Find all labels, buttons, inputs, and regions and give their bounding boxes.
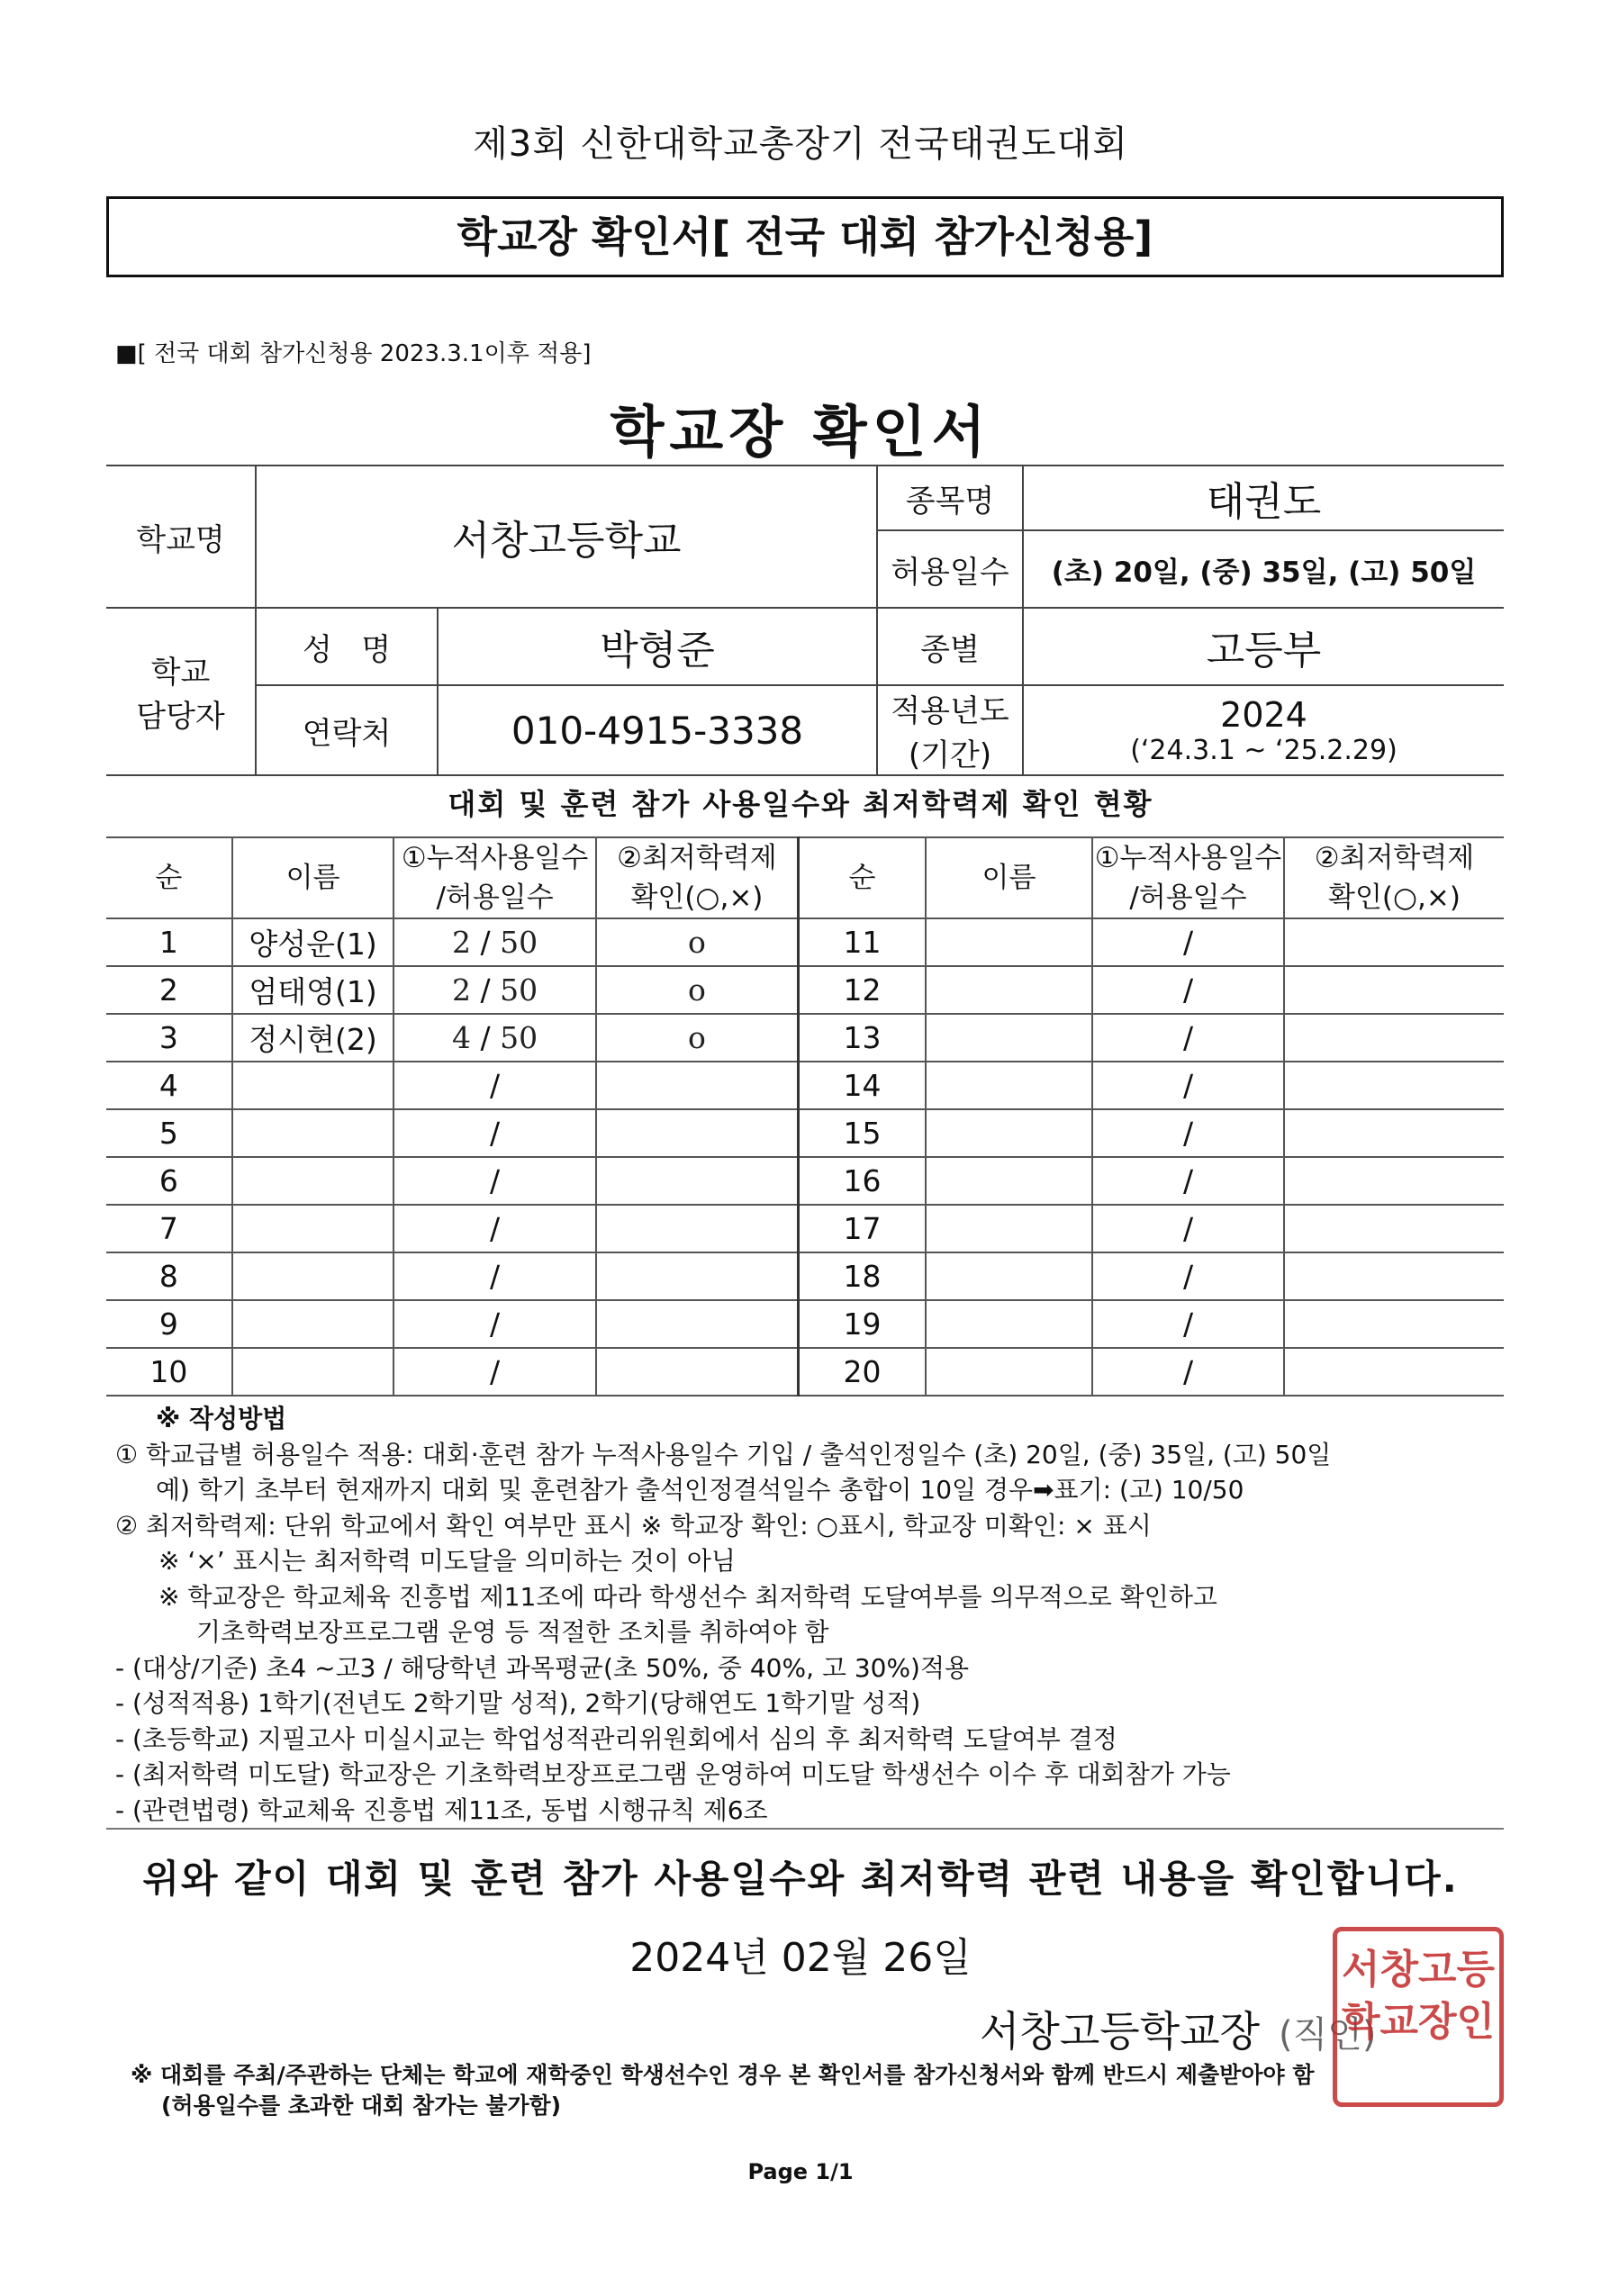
year-value <box>1023 685 1504 775</box>
row-name <box>926 918 1092 966</box>
row-name <box>926 966 1092 1014</box>
school-name-label: 학교명 <box>106 466 256 608</box>
row-days: / <box>393 1157 596 1205</box>
row-name <box>232 1252 394 1300</box>
row-check <box>596 1205 799 1252</box>
used-days: 4 <box>452 1020 472 1055</box>
row-no: 6 <box>106 1157 232 1205</box>
row-check <box>596 1109 799 1157</box>
table-row <box>106 1300 799 1348</box>
row-name <box>926 1157 1092 1205</box>
row-check <box>1284 1014 1504 1062</box>
method-line-9: - (초등학교) 지필고사 미실시교는 학업성적관리위원회에서 심의 후 최저학력 도달여부 결정 <box>115 1723 1117 1754</box>
row-days: / <box>393 1300 596 1348</box>
row-no: 9 <box>106 1300 232 1348</box>
slash: / <box>480 925 491 960</box>
row-days: / <box>393 1205 596 1252</box>
row-no: 11 <box>800 918 926 966</box>
table-row <box>800 1109 1504 1157</box>
row-days <box>393 966 596 1014</box>
method-line-6: 기초학력보장프로그램 운영 등 적절한 조치를 취하여야 함 <box>196 1617 829 1647</box>
header-check-line1: ②최저학력제 <box>617 842 777 874</box>
row-no: 7 <box>106 1205 232 1252</box>
status-table-left <box>106 836 800 1397</box>
method-line-11: - (관련법령) 학교체육 진흥법 제11조, 동법 시행규칙 제6조 <box>115 1794 768 1825</box>
allowed-days-label: 허용일수 <box>877 530 1023 608</box>
allowed-days: 50 <box>500 1020 538 1055</box>
row-days: / <box>1092 1348 1284 1396</box>
table-row <box>106 1252 799 1300</box>
footer-note-line1: ※ 대회를 주최/주관하는 단체는 학교에 재학중인 학생선수인 경우 본 확인서를 참가신청서와 함께 반드시 제출받아야 함 <box>131 2062 1315 2088</box>
row-name <box>232 1109 394 1157</box>
row-no: 20 <box>800 1348 926 1396</box>
table-row <box>106 1205 799 1252</box>
divider <box>106 1828 1504 1830</box>
header-no: 순 <box>800 837 926 918</box>
table-row <box>106 1014 799 1062</box>
table-row <box>800 1157 1504 1205</box>
row-name: 엄태영(1) <box>232 966 394 1014</box>
row-no: 15 <box>800 1109 926 1157</box>
year-period: (‘24.3.1 ~ ‘25.2.29) <box>1130 734 1397 766</box>
header-days <box>393 837 596 918</box>
row-days: / <box>393 1109 596 1157</box>
row-check <box>1284 1109 1504 1157</box>
header-days-line2: /허용일수 <box>1129 881 1247 914</box>
row-days: / <box>1092 1109 1284 1157</box>
row-check <box>1284 918 1504 966</box>
row-name <box>232 1205 394 1252</box>
writing-method-section <box>115 1401 1331 1828</box>
row-no: 5 <box>106 1109 232 1157</box>
row-no: 12 <box>800 966 926 1014</box>
row-check <box>596 1252 799 1300</box>
row-check <box>596 1157 799 1205</box>
table-row <box>800 1300 1504 1348</box>
boxed-document-title: 학교장 확인서[ 전국 대회 참가신청용] <box>106 196 1504 277</box>
row-days: / <box>1092 918 1284 966</box>
table-row <box>106 1109 799 1157</box>
row-name: 양성운(1) <box>232 918 394 966</box>
contact-label: 연락처 <box>256 685 438 775</box>
row-days: / <box>1092 1062 1284 1109</box>
school-name-value: 서창고등학교 <box>256 466 877 608</box>
year-label-line2: (기간) <box>908 737 992 773</box>
year-number: 2024 <box>1220 694 1307 735</box>
table-row <box>106 1157 799 1205</box>
method-line-3: ② 최저학력제: 단위 학교에서 확인 여부만 표시 ※ 학교장 확인: ○표시, 학교장 미확인: × 표시 <box>115 1510 1152 1541</box>
person-name-value: 박형준 <box>438 608 877 685</box>
row-name <box>926 1252 1092 1300</box>
table-row <box>800 1205 1504 1252</box>
confirmation-date: 2024년 02월 26일 <box>629 1935 972 1981</box>
sport-value: 태권도 <box>1023 466 1504 530</box>
row-check <box>596 1062 799 1109</box>
row-check <box>1284 1300 1504 1348</box>
sport-label: 종목명 <box>877 466 1023 530</box>
manager-label-line2: 담당자 <box>136 699 225 735</box>
year-label <box>877 685 1023 775</box>
method-line-8: - (성적적용) 1학기(전년도 2학기말 성적), 2학기(당해연도 1학기말 성적) <box>115 1688 921 1718</box>
row-no: 2 <box>106 966 232 1014</box>
header-check-line2: 확인(○,×) <box>1328 881 1461 914</box>
row-days: / <box>393 1348 596 1396</box>
table-row <box>106 918 799 966</box>
row-days: / <box>393 1252 596 1300</box>
footer-note <box>131 2060 1315 2121</box>
table-row <box>800 1348 1504 1396</box>
method-line-1: ① 학교급별 허용일수 적용: 대회·훈련 참가 누적사용일수 기입 / 출석인정일수 (초) 20일, (중) 35일, (고) 50일 <box>115 1439 1332 1469</box>
row-no: 16 <box>800 1157 926 1205</box>
row-name <box>232 1300 394 1348</box>
row-no: 1 <box>106 918 232 966</box>
slash: / <box>480 972 491 1008</box>
header-name: 이름 <box>926 837 1092 918</box>
row-name <box>926 1109 1092 1157</box>
table-row <box>800 918 1504 966</box>
row-days: / <box>1092 1205 1284 1252</box>
table-row <box>800 966 1504 1014</box>
year-label-line1: 적용년도 <box>891 693 1009 729</box>
row-name <box>926 1014 1092 1062</box>
row-check: o <box>596 918 799 966</box>
row-name <box>926 1205 1092 1252</box>
confirmation-statement: 위와 같이 대회 및 훈련 참가 사용일수와 최저학력 관련 내용을 확인합니다. <box>142 1857 1459 1901</box>
row-name: 정시현(2) <box>232 1014 394 1062</box>
row-no: 4 <box>106 1062 232 1109</box>
school-info-table <box>106 465 1504 776</box>
row-check <box>596 1300 799 1348</box>
table-row <box>106 966 799 1014</box>
header-days-line1: ①누적사용일수 <box>401 842 589 874</box>
row-no: 19 <box>800 1300 926 1348</box>
header-days <box>1092 837 1284 918</box>
seal-text: 서창고등학교장인 <box>1341 1947 1495 2045</box>
used-days: 2 <box>452 925 472 960</box>
division-label: 종별 <box>877 608 1023 685</box>
row-name <box>926 1062 1092 1109</box>
method-line-10: - (최저학력 미도달) 학교장은 기초학력보장프로그램 운영하여 미도달 학생선수 이수 후 대회참가 가능 <box>115 1759 1231 1789</box>
row-name <box>232 1348 394 1396</box>
row-days: / <box>1092 966 1284 1014</box>
red-seal-stamp <box>1333 1927 1504 2107</box>
row-name <box>232 1062 394 1109</box>
row-days: / <box>1092 1300 1284 1348</box>
manager-label-line1: 학교 <box>150 655 211 691</box>
official-seal-mark: (직인) <box>1279 2014 1377 2056</box>
school-manager-label <box>106 608 256 775</box>
row-days: / <box>1092 1014 1284 1062</box>
method-line-7: - (대상/기준) 초4 ~고3 / 해당학년 과목평균(초 50%, 중 40%, 고 30%)적용 <box>115 1652 970 1683</box>
row-check <box>1284 1348 1504 1396</box>
table-row <box>106 1062 799 1109</box>
row-name <box>232 1157 394 1205</box>
table-row <box>800 1252 1504 1300</box>
row-name <box>926 1348 1092 1396</box>
header-days-line2: /허용일수 <box>436 881 554 914</box>
row-days <box>393 1014 596 1062</box>
method-line-4: ※ ‘×’ 표시는 최저학력 미도달을 의미하는 것이 아님 <box>158 1546 736 1576</box>
row-no: 17 <box>800 1205 926 1252</box>
person-name-label: 성 명 <box>256 608 438 685</box>
allowed-days-value: (초) 20일, (중) 35일, (고) 50일 <box>1023 530 1504 608</box>
row-check <box>1284 1252 1504 1300</box>
header-check-line1: ②최저학력제 <box>1314 842 1475 874</box>
header-check <box>1284 837 1504 918</box>
row-no: 13 <box>800 1014 926 1062</box>
footer-note-line2: (허용일수를 초과한 대회 참가는 불가함) <box>161 2093 562 2119</box>
row-check <box>1284 1205 1504 1252</box>
row-days: / <box>393 1062 596 1109</box>
header-name: 이름 <box>232 837 394 918</box>
status-table-right <box>800 836 1504 1397</box>
table-row <box>106 1348 799 1396</box>
contact-value: 010-4915-3338 <box>438 685 877 775</box>
header-days-line1: ①누적사용일수 <box>1094 842 1282 874</box>
row-no: 3 <box>106 1014 232 1062</box>
row-days: / <box>1092 1157 1284 1205</box>
application-notice: ■[ 전국 대회 참가신청용 2023.3.1이후 적용] <box>115 340 592 367</box>
slash: / <box>480 1020 491 1055</box>
method-title: ※ 작성방법 <box>156 1404 287 1433</box>
status-heading: 대회 및 훈련 참가 사용일수와 최저학력제 확인 현황 <box>448 787 1153 821</box>
header-no: 순 <box>106 837 232 918</box>
allowed-days: 50 <box>500 925 538 960</box>
row-no: 8 <box>106 1252 232 1300</box>
row-check <box>1284 1157 1504 1205</box>
table-row <box>800 1062 1504 1109</box>
row-no: 14 <box>800 1062 926 1109</box>
method-line-5: ※ 학교장은 학교체육 진흥법 제11조에 따라 학생선수 최저학력 도달여부를 의무적으로 확인하고 <box>158 1581 1217 1612</box>
row-check <box>596 1348 799 1396</box>
row-check: o <box>596 1014 799 1062</box>
page-number: Page 1/1 <box>747 2159 854 2184</box>
row-days: / <box>1092 1252 1284 1300</box>
main-heading: 학교장 확인서 <box>610 399 991 465</box>
table-row <box>800 1014 1504 1062</box>
row-no: 10 <box>106 1348 232 1396</box>
row-no: 18 <box>800 1252 926 1300</box>
used-days: 2 <box>452 972 472 1008</box>
method-line-2: 예) 학기 초부터 현재까지 대회 및 훈련참가 출석인정결석일수 총합이 10일 경우➡표기: (고) 10/50 <box>156 1475 1244 1505</box>
allowed-days: 50 <box>500 972 538 1008</box>
row-check: o <box>596 966 799 1014</box>
row-check <box>1284 966 1504 1014</box>
row-check <box>1284 1062 1504 1109</box>
header-check <box>596 837 799 918</box>
row-days <box>393 918 596 966</box>
division-value: 고등부 <box>1023 608 1504 685</box>
row-name <box>926 1300 1092 1348</box>
header-check-line2: 확인(○,×) <box>630 881 764 914</box>
principal-name: 서창고등학교장 <box>980 2007 1261 2056</box>
event-title: 제3회 신한대학교총장기 전국태권도대회 <box>473 123 1128 165</box>
